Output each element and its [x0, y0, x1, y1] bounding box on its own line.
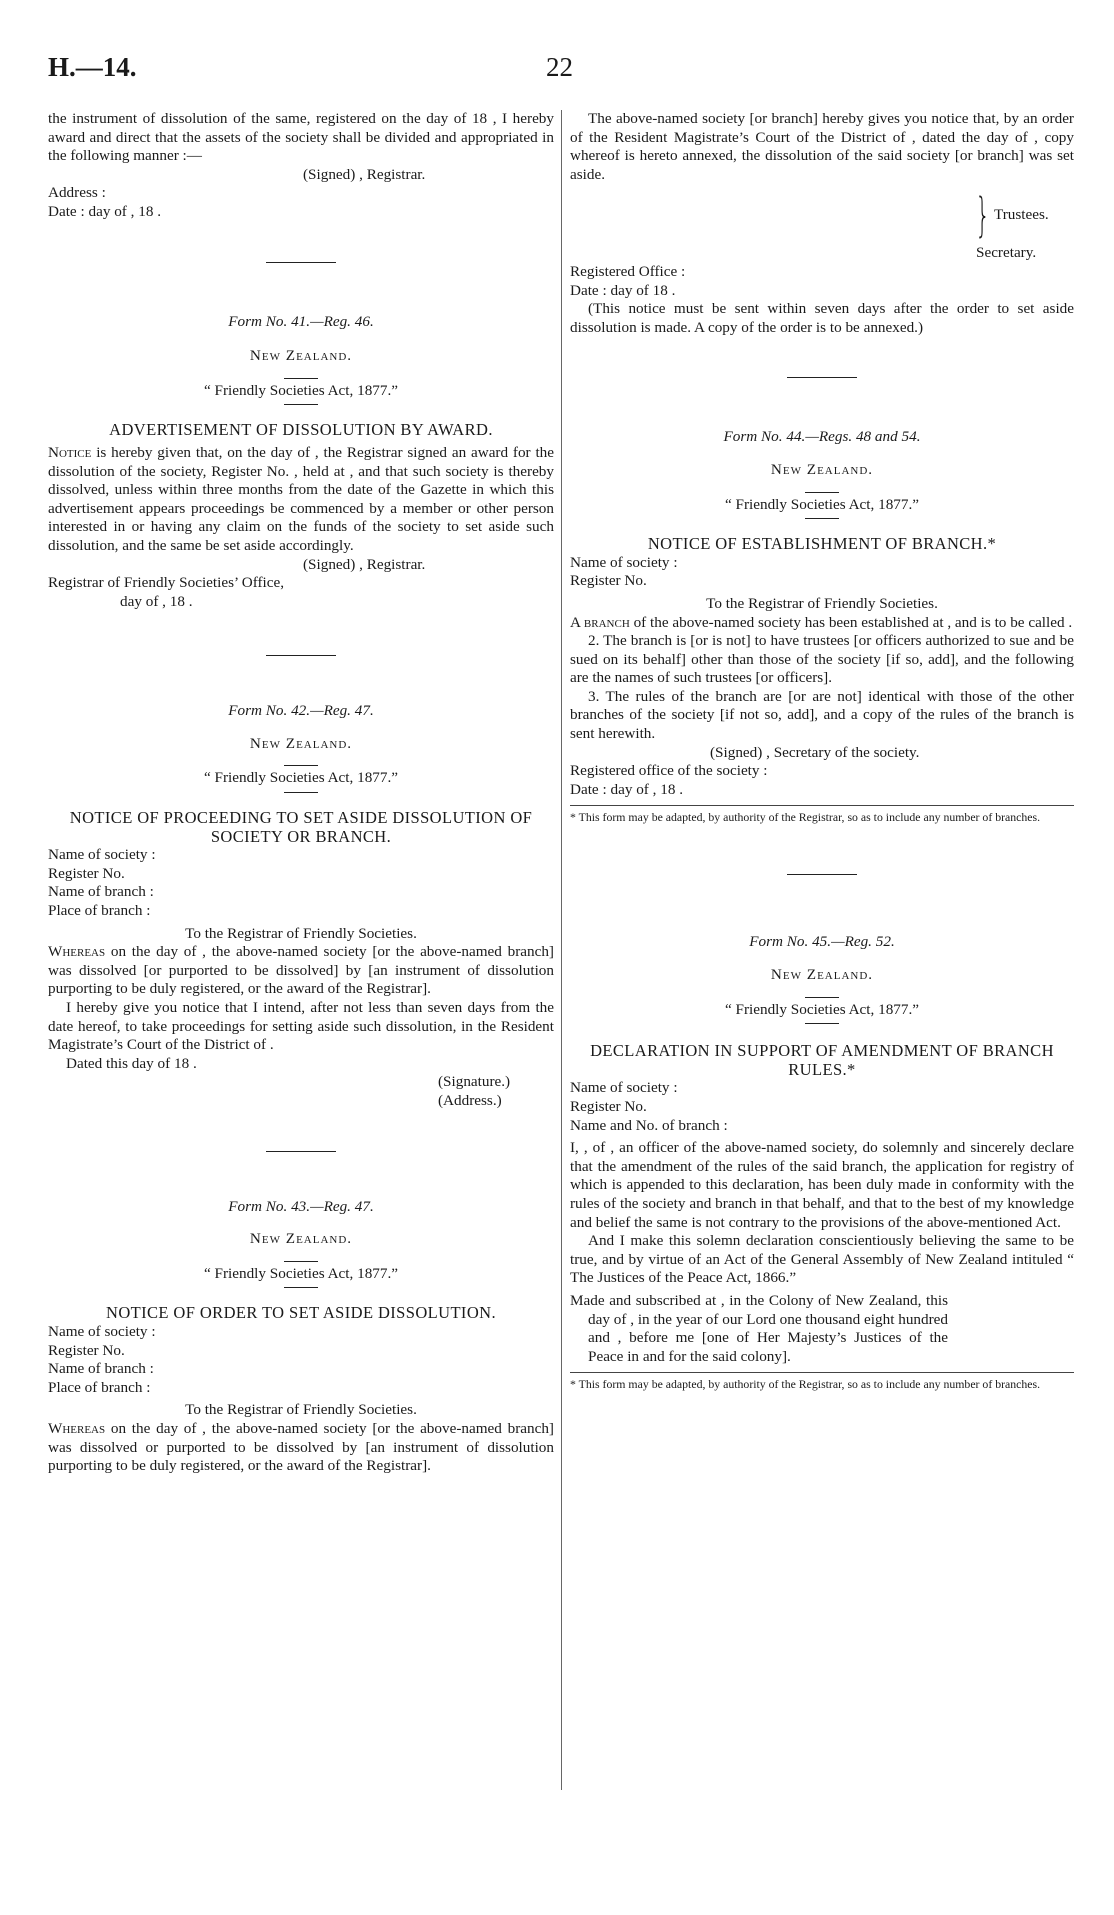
form-44-rule: [805, 492, 839, 493]
brace-symbol: }: [975, 188, 990, 243]
form-45-title: DECLARATION IN SUPPORT OF AMENDMENT OF BRANCH RULES.*: [590, 1041, 1054, 1079]
trustees-label: Trustees.: [994, 206, 1049, 224]
form-42-dated: Dated this day of 18 .: [66, 1054, 197, 1072]
form-41-date: day of , 18 .: [120, 592, 193, 610]
form-43-number: Form No. 43.—Reg. 47.: [228, 1197, 374, 1215]
form-42-field: Name of branch :: [48, 883, 154, 901]
continued-note: (This notice must be sent within seven days after the order to set aside dissolution is made. A copy of the order is to be annexed.): [570, 300, 1074, 336]
form-42-address: (Address.): [438, 1091, 502, 1109]
form-45-field: Name and No. of branch :: [570, 1116, 728, 1134]
date-line: Date : day of , 18 .: [48, 202, 162, 220]
continued-award-text: the instrument of dissolution of the same, registered on the day of 18 , I hereby award and direct that the assets of the society shall be divided and appropriated in the following manner :—: [48, 110, 554, 165]
form-43-title: NOTICE OF ORDER TO SET ASIDE DISSOLUTION.: [106, 1303, 496, 1323]
form-41-lead: Notice: [48, 443, 92, 461]
form-42-addressee: To the Registrar of Friendly Societies.: [185, 924, 417, 942]
form-44-p3: 3. The rules of the branch are [or are not] identical with those of the other branches of the society [if not so, add], and a copy of the rules of the branch is sent herewith.: [570, 687, 1074, 743]
form-43-act: “ Friendly Societies Act, 1877.”: [203, 1264, 399, 1282]
form-44-office: Registered office of the society :: [570, 762, 768, 780]
form-42-body-2: I hereby give you notice that I intend, after not less than seven days from the date hereof, to take proceedings for setting aside such dissolution, in the Resident Magistrate’s Court of the District of .: [48, 999, 554, 1054]
form-41-rule: [284, 378, 318, 379]
form-41-number: Form No. 41.—Reg. 46.: [228, 312, 374, 330]
form-45-p2: And I make this solemn declaration conscientiously believing the same to be true, and by virtue of an Act of the General Assembly of New Zealand intituled “ The Justices of the Peace Act, 1866.”: [570, 1232, 1074, 1287]
form-42-signature: (Signature.): [438, 1073, 511, 1091]
form-44-footnote: * This form may be adapted, by authority of the Registrar, so as to include any number of branches.: [570, 810, 1041, 825]
signed-registrar: (Signed) , Registrar.: [303, 165, 426, 183]
form-44-field: Name of society :: [570, 553, 678, 571]
footnote-rule: [570, 805, 1074, 806]
footnote-rule: [570, 1372, 1074, 1373]
form-45-field: Name of society :: [570, 1079, 678, 1097]
form-45-made: Made and subscribed at , in the Colony of New Zealand, this day of , in the year of our Lord one thousand eight hundred and , before me [one of Her Majesty’s Justices of the Peace in and for the said colony].: [570, 1291, 948, 1365]
secretary-label: Secretary.: [976, 244, 1037, 262]
right-column: [570, 110, 1074, 1391]
form-44-addressee: To the Registrar of Friendly Societies.: [706, 594, 938, 612]
form-44-number: Form No. 44.—Regs. 48 and 54.: [723, 428, 921, 446]
form-44-country: New Zealand.: [770, 460, 874, 478]
form-41-country: New Zealand.: [249, 347, 353, 365]
form-42-number: Form No. 42.—Reg. 47.: [228, 702, 374, 720]
form-43-field: Place of branch :: [48, 1378, 151, 1396]
form-42-field: Place of branch :: [48, 902, 151, 920]
form-45-p1: I, , of , an officer of the above-named society, do solemnly and sincerely declare that the amendment of the rules of the said branch, the application for registry of which is appended to this declaration, has been duly made in conformity with the rules of the society and branch in that behalf, and that to the best of my knowledge and belief the same is not contrary to the provisions of the above-mentioned Act.: [570, 1139, 1074, 1231]
form-41-title: ADVERTISEMENT OF DISSOLUTION BY AWARD.: [109, 420, 493, 440]
form-44-title: NOTICE OF ESTABLISHMENT OF BRANCH.*: [647, 534, 997, 554]
form-42-title: NOTICE OF PROCEEDING TO SET ASIDE DISSOLUTION OF SOCIETY OR BRANCH.: [69, 808, 533, 846]
page-series: H.—14.: [48, 52, 137, 82]
continued-date-line: Date : day of 18 .: [570, 281, 676, 299]
form-43-body: on the day of , the above-named society [or the above-named branch] was dissolved or purported to be dissolved by [an instrument of dissolution purporting to be duly registered, or the award of the Registrar].: [48, 1419, 554, 1475]
form-45-field: Register No.: [570, 1098, 647, 1115]
form-43-field: Register No.: [48, 1341, 125, 1359]
form-43-field: Name of branch :: [48, 1360, 154, 1378]
form-42-act: “ Friendly Societies Act, 1877.”: [203, 769, 399, 787]
form-44-signed: (Signed) , Secretary of the society.: [710, 743, 920, 761]
registered-office-line: Registered Office :: [570, 262, 686, 280]
left-column: [48, 110, 554, 1476]
address-line: Address :: [48, 184, 106, 202]
form-45-country: New Zealand.: [770, 966, 874, 984]
form-44-lead: A branch: [570, 613, 630, 631]
form-44-date: Date : day of , 18 .: [570, 780, 684, 798]
continued-notice-text: The above-named society [or branch] hereby gives you notice that, by an order of the Resident Magistrate’s Court of the District of , dated the day of , copy whereof is hereto annexed, the dissolution of the said society [or branch] was set aside.: [570, 110, 1074, 183]
form-42-field: Register No.: [48, 864, 125, 882]
form-45-act: “ Friendly Societies Act, 1877.”: [724, 1000, 920, 1018]
form-43-lead: Whereas: [48, 1419, 106, 1437]
form-41-body: is hereby given that, on the day of , the Registrar signed an award for the dissolution of the society, Register No. , held at , and that such society is thereby dissolved, unless within three months from the date of the Gazette in which this advertisement appears proceedings be commenced by a member or other person interested in or having any claim on the funds of the society to set aside such dissolution, and the same be set aside accordingly.: [48, 443, 554, 554]
form-42-rule: [284, 765, 318, 766]
form-44-p2: 2. The branch is [or is not] to have trustees [or officers authorized to sue and be sued on its behalf] other than those of the society [if so, add], and the following are the names of such trustees [or officers].: [570, 632, 1074, 687]
form-44-field: Register No.: [570, 572, 647, 590]
form-41-office: Registrar of Friendly Societies’ Office,: [48, 574, 285, 592]
form-44-p1: of the above-named society has been established at , and is to be called .: [633, 613, 1073, 631]
form-42-body: on the day of , the above-named society [or the above-named branch] was dissolved [or purported to be dissolved] by [an instrument of dissolution purporting to be duly registered, or the award of the Registrar].: [48, 943, 554, 998]
form-43-field: Name of society :: [48, 1322, 156, 1340]
column-divider: [561, 110, 562, 1790]
form-45-number: Form No. 45.—Reg. 52.: [749, 933, 895, 951]
form-41-act: “ Friendly Societies Act, 1877.”: [203, 381, 399, 399]
form-45-footnote: * This form may be adapted, by authority of the Registrar, so as to include any number of branches.: [570, 1377, 1041, 1392]
form-43-rule: [284, 1261, 318, 1262]
form-45-rule: [805, 997, 839, 998]
form-42-field: Name of society :: [48, 846, 156, 864]
form-42-country: New Zealand.: [249, 734, 353, 752]
form-43-addressee: To the Registrar of Friendly Societies.: [185, 1401, 417, 1419]
form-41-signed: (Signed) , Registrar.: [303, 555, 426, 573]
form-44-act: “ Friendly Societies Act, 1877.”: [724, 495, 920, 513]
form-42-lead: Whereas: [48, 943, 106, 961]
form-43-country: New Zealand.: [249, 1230, 353, 1248]
page-number: 22: [546, 52, 573, 82]
